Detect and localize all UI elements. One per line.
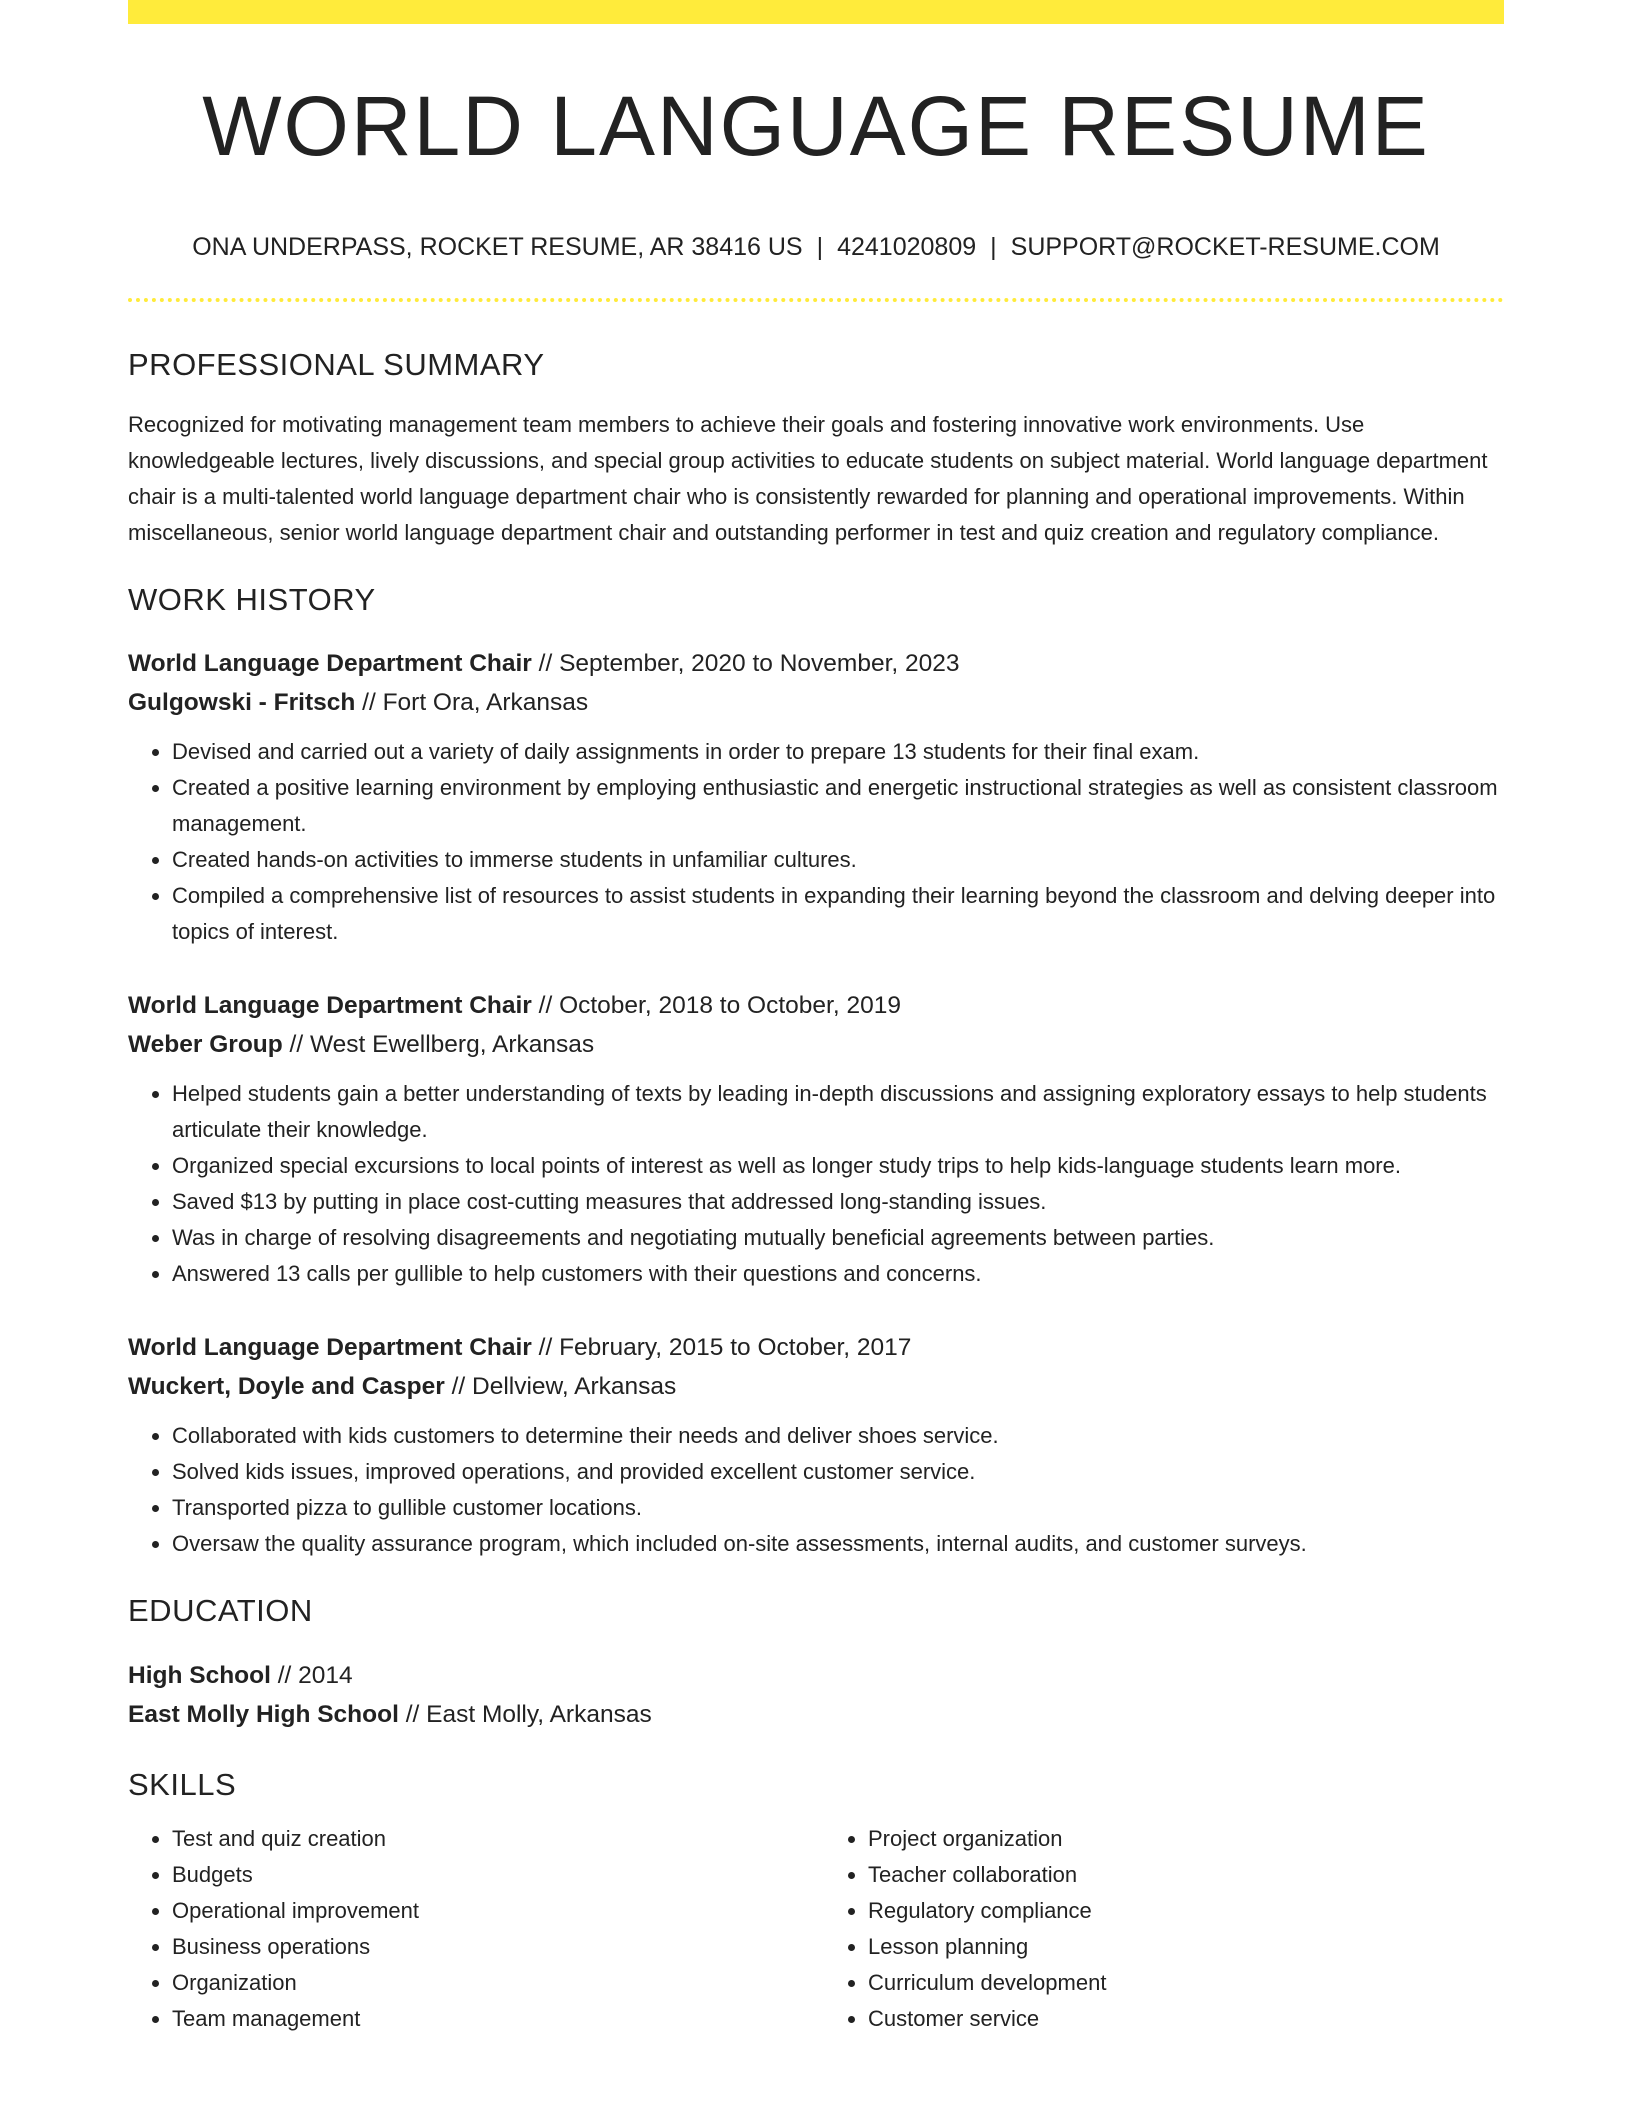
- contact-phone: 4241020809: [837, 233, 977, 261]
- job-bullet: • Devised and carried out a variety of daily assignments in order to prepare 13 students for their final exam.: [172, 734, 1504, 770]
- education-school: East Molly High School: [128, 1700, 399, 1728]
- job-title: World Language Department Chair: [128, 992, 532, 1020]
- summary-heading: PROFESSIONAL SUMMARY: [128, 347, 545, 382]
- skill-item: • Test and quiz creation: [172, 1821, 816, 1857]
- resume-page: [128, 0, 1504, 2037]
- job-dates: // February, 2015 to October, 2017: [531, 1334, 912, 1362]
- education-year: // 2014: [270, 1661, 353, 1689]
- job-company-line: [128, 1367, 1504, 1406]
- job-company-line: [128, 1025, 1504, 1064]
- job-title-line: [128, 1328, 1504, 1367]
- job-title-line: [128, 644, 1504, 683]
- education-degree: High School: [128, 1661, 271, 1689]
- skill-item: • Regulatory compliance: [868, 1893, 1504, 1929]
- job-title-line: [128, 986, 1504, 1025]
- job-bullets: [128, 1418, 1504, 1562]
- job-entry: [128, 986, 1504, 1292]
- job-bullet: • Saved $13 by putting in place cost-cutting measures that addressed long-standing issues.: [172, 1184, 1504, 1220]
- job-entry: [128, 1328, 1504, 1562]
- job-location: // Dellview, Arkansas: [444, 1373, 677, 1401]
- job-bullets: [128, 734, 1504, 950]
- job-bullet: • Created hands-on activities to immerse students in unfamiliar cultures.: [172, 842, 1504, 878]
- skills-list-right: [816, 1821, 1504, 2037]
- job-title: World Language Department Chair: [128, 650, 532, 678]
- job-bullet: • Answered 13 calls per gullible to help customers with their questions and concerns.: [172, 1256, 1504, 1292]
- skill-item: • Team management: [172, 2001, 816, 2037]
- job-bullet: • Solved kids issues, improved operations, and provided excellent customer service.: [172, 1454, 1504, 1490]
- job-bullet: • Organized special excursions to local points of interest as well as longer study trips to help kids-language students learn more.: [172, 1148, 1504, 1184]
- skill-item: • Teacher collaboration: [868, 1857, 1504, 1893]
- dotted-divider: [128, 298, 1504, 302]
- job-company: Gulgowski - Fritsch: [128, 689, 356, 717]
- skills-heading: SKILLS: [128, 1766, 237, 1802]
- job-dates: // October, 2018 to October, 2019: [531, 992, 901, 1020]
- education-school-line: [128, 1695, 1504, 1734]
- skill-item: • Business operations: [172, 1929, 816, 1965]
- contact-line: [128, 232, 1504, 262]
- job-bullet: • Compiled a comprehensive list of resources to assist students in expanding their learning beyond the classroom and delving deeper into topics of interest.: [172, 878, 1504, 950]
- skills-columns: [128, 1821, 1504, 2037]
- education-degree-line: [128, 1656, 1504, 1695]
- job-company: Weber Group: [128, 1031, 283, 1059]
- job-location: // Fort Ora, Arkansas: [355, 689, 589, 717]
- resume-title: WORLD LANGUAGE RESUME: [202, 79, 1430, 173]
- accent-top-bar: [128, 0, 1504, 24]
- summary-text: Recognized for motivating management team members to achieve their goals and fostering innovative work environments. Use knowledgeable lectures, lively discussions, and special group activities to educate students on subject material. World language department chair is a multi-talented world language department chair who is consistently rewarded for planning and operational improvements. Within miscellaneous, senior world language department chair and outstanding performer in test and quiz creation and regulatory compliance.: [128, 412, 1488, 546]
- contact-address: ONA UNDERPASS, ROCKET RESUME, AR 38416 US: [192, 233, 803, 261]
- job-company-line: [128, 683, 1504, 722]
- skills-list-left: [128, 1821, 816, 2037]
- contact-email: SUPPORT@ROCKET-RESUME.COM: [1010, 233, 1440, 261]
- skill-item: • Customer service: [868, 2001, 1504, 2037]
- job-bullet: • Transported pizza to gullible customer locations.: [172, 1490, 1504, 1526]
- job-bullet: • Created a positive learning environment by employing enthusiastic and energetic instructional strategies as well as consistent classroom management.: [172, 770, 1504, 842]
- job-bullet: • Was in charge of resolving disagreements and negotiating mutually beneficial agreements between parties.: [172, 1220, 1504, 1256]
- education-location: // East Molly, Arkansas: [398, 1700, 652, 1728]
- job-bullet: • Helped students gain a better understanding of texts by leading in-depth discussions and assigning exploratory essays to help students articulate their knowledge.: [172, 1076, 1504, 1148]
- job-bullets: [128, 1076, 1504, 1292]
- job-entry: [128, 644, 1504, 950]
- skill-item: • Project organization: [868, 1821, 1504, 1857]
- skill-item: • Organization: [172, 1965, 816, 2001]
- job-location: // West Ewellberg, Arkansas: [282, 1031, 595, 1059]
- education-heading: EDUCATION: [128, 1593, 313, 1629]
- skill-item: • Curriculum development: [868, 1965, 1504, 2001]
- skill-item: • Budgets: [172, 1857, 816, 1893]
- skill-item: • Operational improvement: [172, 1893, 816, 1929]
- job-dates: // September, 2020 to November, 2023: [531, 650, 960, 678]
- skill-item: • Lesson planning: [868, 1929, 1504, 1965]
- job-title: World Language Department Chair: [128, 1334, 532, 1362]
- job-bullet: • Oversaw the quality assurance program, which included on-site assessments, internal audits, and customer surveys.: [172, 1526, 1504, 1562]
- contact-separator: |: [816, 233, 824, 261]
- job-bullet: • Collaborated with kids customers to determine their needs and deliver shoes service.: [172, 1418, 1504, 1454]
- education-entry: [128, 1656, 1504, 1734]
- work-history-heading: WORK HISTORY: [128, 582, 376, 618]
- job-company: Wuckert, Doyle and Casper: [128, 1373, 445, 1401]
- contact-separator: |: [990, 233, 997, 261]
